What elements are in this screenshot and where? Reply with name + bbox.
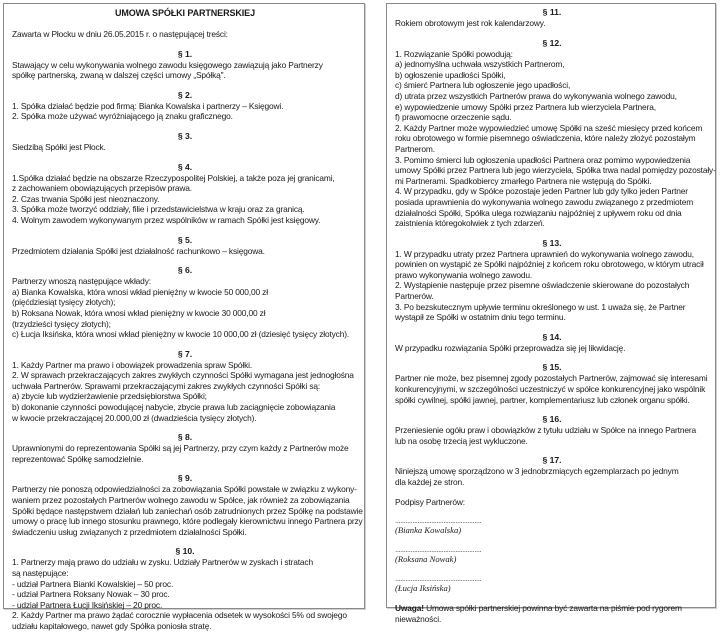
section-gap bbox=[12, 153, 358, 162]
section-heading: § 8. bbox=[177, 432, 193, 443]
section-text-line: b) ogłoszenie upadłości Spółki, bbox=[395, 69, 506, 80]
section-text-line: Przedmiotem działania Spółki jest działalność rachunkowo – księgowa. bbox=[12, 245, 265, 256]
section-text-line: działalności Spółki, Spółka ulega rozwiązaniu najpóźniej z upływem roku od dnia bbox=[395, 207, 682, 218]
section-heading: § 14. bbox=[542, 331, 562, 342]
section-text-line: W przypadku rozwiązania Spółki przeprowadza się jej likwidację. bbox=[395, 342, 626, 353]
section-text-line: 4. Wolnym zawodem wykonywanym przez wspólników w ramach Spółki jest księgowy. bbox=[12, 214, 321, 225]
section-text-line: 2. Wystąpienie następuje przez pisemne oświadczenie skierowane do pozostałych bbox=[395, 280, 690, 291]
warning-text: Umowa spółki partnerskiej powinna być zawarta na piśmie pod rygorem bbox=[423, 603, 682, 614]
section-text-line: Partnerzy wnoszą następujące wkłady: bbox=[12, 276, 151, 287]
section-text-line: c) Łucja Iksińska, która wnosi wkład pieniężny w kwocie 10 000,00 zł (dziesięć tysięcy złotych). bbox=[12, 329, 350, 340]
section-text-line: spółkę partnerską, zwaną w dalszej części umowy „Spółką". bbox=[12, 70, 226, 81]
section-gap bbox=[12, 537, 358, 546]
section-text-line: w kwocie przekraczającej 20.000,00 zł (dwadzieścia tysięcy złotych). bbox=[12, 412, 257, 423]
spacer bbox=[395, 536, 709, 545]
section-text-line: powinien on wystąpić ze Spółki najpóźniej z końcem roku obrotowego, w którym utracił bbox=[395, 259, 704, 270]
section-text-line: (trzydzieści tysięcy złotych); bbox=[12, 318, 111, 329]
section-text-line: 1. Rozwiązanie Spółki powodują: bbox=[395, 48, 513, 59]
section-text-line: - udział Partnera Bianki Kowalskiej – 50 proc. bbox=[12, 578, 174, 589]
section-heading: § 12. bbox=[542, 37, 562, 48]
section-heading: § 10. bbox=[175, 546, 195, 557]
section-text-line: Spółki będące następstwem działań lub zaniechań osób zatrudnionych przez Spółkę na podstawie bbox=[12, 505, 363, 516]
section-text-line: świadczeniu usług związanych z przedmiotem działalności Spółki. bbox=[12, 526, 247, 537]
section-text-line: 1. W przypadku utraty przez Partnera uprawnień do wykonywania wolnego zawodu, bbox=[395, 248, 694, 259]
signature-line: .................................................. bbox=[395, 574, 482, 584]
section-text-line: - udział Partnera Łucji Iksińskiej – 20 proc. bbox=[12, 599, 163, 610]
signatures-label: Podpisy Partnerów: bbox=[395, 496, 465, 507]
section-heading: § 6. bbox=[177, 265, 193, 276]
section-heading: § 4. bbox=[177, 161, 193, 172]
signature-line: .................................................. bbox=[395, 516, 482, 526]
section-heading: § 11. bbox=[542, 7, 562, 17]
warning-text-cont: nieważności. bbox=[395, 613, 442, 624]
section-text-line: - udział Partnera Roksany Nowak – 30 proc. bbox=[12, 589, 170, 600]
section-text-line: a) Bianka Kowalska, która wnosi wkład pieniężny w kwocie 50 000,00 zł bbox=[12, 286, 268, 297]
section-gap bbox=[395, 405, 709, 414]
section-text-line: umowy o pracę lub innego stosunku prawnego, które podlegały kierownictwu innego Partnera przy bbox=[12, 516, 363, 527]
section-text-line: Stawający w celu wykonywania wolnego zawodu księgowego zawiązują jako Partnerzy bbox=[12, 59, 323, 70]
section-heading: § 3. bbox=[177, 130, 193, 141]
section-heading: § 15. bbox=[542, 362, 562, 373]
section-text-line: 1. Każdy Partner ma prawo i obowiązek prowadzenia spraw Spółki. bbox=[12, 359, 253, 370]
section-gap bbox=[12, 340, 358, 349]
section-text-line: zaistnienia któregokolwiek z tych zdarzeń. bbox=[395, 218, 545, 229]
section-text-line: a) zbycie lub wydzierżawienie przedsiębiorstwa Spółki; bbox=[12, 391, 207, 402]
section-gap bbox=[12, 464, 358, 473]
spacer bbox=[395, 488, 709, 497]
section-text-line: 2. Spółka może używać wyróżniającego ją znaku graficznego. bbox=[12, 111, 233, 122]
section-text-line: Partnerzy nie ponoszą odpowiedzialności za zobowiązania Spółki powstałe w związku z wykony- bbox=[12, 484, 357, 495]
section-text-line: 2. Każdy Partner ma prawo żądać corocznie wypłacenia odsetek w wysokości 5% od swojego bbox=[12, 610, 347, 621]
section-text-line: Rokiem obrotowym jest rok kalendarzowy. bbox=[395, 18, 546, 28]
section-text-line: Przeniesienie ogółu praw i obowiązków z tytułu udziału w Spółce na innego Partnera bbox=[395, 425, 697, 436]
section-text-line: 3. Spółka może tworzyć oddziały, filie i przedstawicielstwa w kraju oraz za granicą. bbox=[12, 204, 305, 215]
section-text-line: e) wypowiedzenie umowy Spółki przez Partnera lub wierzyciela Partnera, bbox=[395, 101, 656, 112]
section-gap bbox=[395, 323, 709, 332]
section-text-line: prawo wykonywania wolnego zawodu. bbox=[395, 269, 533, 280]
section-text-line: c) śmierć Partnera lub ogłoszenie jego upadłości, bbox=[395, 80, 571, 91]
section-heading: § 16. bbox=[542, 414, 562, 425]
section-text-line: 2. Każdy Partner może wypowiedzieć umowę Spółki na sześć miesięcy przed końcem bbox=[395, 122, 703, 133]
section-text-line: f) prawomocne orzeczenie sądu. bbox=[395, 112, 512, 123]
section-text-line: spółki cywilnej, spółki jawnej, partner, komplementariusz lub członek organu spółki. bbox=[395, 394, 690, 405]
section-text-line: konkurencyjnymi, w szczególności uczestniczyć w spółce konkurencyjnej jako wspólnik bbox=[395, 384, 706, 395]
section-text-line: 3. Po bezskutecznym upływie terminu określonego w ust. 1 uważa się, że Partner bbox=[395, 301, 686, 312]
section-text-line: b) Roksana Nowak, która wnosi wkład pieniężny w kwocie 30 000,00 zł bbox=[12, 307, 266, 318]
right-sections bbox=[395, 7, 716, 488]
section-heading: § 1. bbox=[177, 48, 193, 59]
section-text-line: Niniejszą umowę sporządzono w 3 jednobrzmiących egzemplarzach po jednym bbox=[395, 466, 679, 477]
section-gap bbox=[395, 353, 709, 362]
section-text-line: Uprawnionymi do reprezentowania Spółki są jej Partnerzy, przy czym każdy z Partnerów może bbox=[12, 443, 349, 454]
section-gap bbox=[12, 423, 358, 432]
signature-block bbox=[395, 507, 709, 594]
section-heading: § 2. bbox=[177, 89, 193, 100]
section-heading: § 7. bbox=[177, 348, 193, 359]
intro-text: Zawarta w Płocku w dniu 26.05.2015 r. o następującej treści: bbox=[12, 29, 228, 39]
section-text-line: Partner nie może, bez pisemnej zgody pozostałych Partnerów, zajmować się interesami bbox=[395, 373, 708, 384]
section-gap bbox=[12, 81, 358, 90]
signature-name: (Bianka Kowalska) bbox=[395, 525, 462, 536]
section-text-line: udziału kapitałowego, nawet gdy Spółka poniosła stratę. bbox=[12, 620, 212, 631]
signature-name: (Roksana Nowak) bbox=[395, 554, 457, 565]
section-text-line: b) dokonanie czynności powodującej nabycie, zbycie prawa lub zaciągnięcie zobowiązania bbox=[12, 402, 336, 413]
section-text-line: 4. W przypadku, gdy w Spółce pozostaje jeden Partner lub gdy tylko jeden Partner bbox=[395, 186, 688, 197]
warning-label: Uwaga! bbox=[395, 603, 424, 614]
section-text-line: 1. Partnerzy mają prawo do udziału w zysku. Udziały Partnerów w zyskach i stratach bbox=[12, 557, 313, 568]
section-text-line: waniem przez pozostałych Partnerów wolnego zawodu w Spółce, jak również za zobowiązania bbox=[12, 495, 350, 506]
contract-page-right bbox=[386, 3, 716, 624]
section-gap bbox=[12, 122, 358, 131]
left-sections bbox=[12, 40, 363, 632]
section-gap bbox=[12, 226, 358, 235]
section-gap bbox=[12, 40, 358, 49]
section-heading: § 13. bbox=[542, 237, 562, 248]
section-text-line: 2. Czas trwania Spółki jest nieoznaczony. bbox=[12, 193, 160, 204]
section-text-line: d) utrata przez wszystkich Partnerów prawa do wykonywania wolnego zawodu, bbox=[395, 90, 677, 101]
section-text-line: dla każdej ze stron. bbox=[395, 477, 465, 487]
section-text-line: umowy Spółki przez Partnera lub jego wierzyciela, Spółka trwa nadal pomiędzy pozostały- bbox=[395, 165, 716, 176]
section-text-line: roku obrotowego w formie pisemnego oświadczenia, które należy złożyć pozostałym bbox=[395, 133, 696, 144]
section-text-line: Partnerom. bbox=[395, 143, 435, 154]
section-heading: § 9. bbox=[177, 473, 193, 484]
section-text-line: Partnerów. bbox=[395, 291, 434, 302]
spacer bbox=[395, 507, 709, 516]
warning-note bbox=[395, 603, 709, 614]
section-text-line: wystąpił ze Spółki w ostatnim dniu tego terminu. bbox=[395, 312, 566, 323]
section-text-line: a) jednomyślna uchwała wszystkich Partnerom, bbox=[395, 59, 565, 70]
spacer bbox=[395, 565, 709, 574]
section-text-line: z zachowaniem obowiązujących przepisów prawa. bbox=[12, 183, 192, 194]
section-text-line: lub na osobę trzecią jest wykluczone. bbox=[395, 435, 528, 446]
section-gap bbox=[395, 29, 709, 38]
section-heading: § 17. bbox=[542, 455, 562, 466]
document-title: UMOWA SPÓŁKI PARTNERSKIEJ bbox=[114, 8, 255, 18]
section-text-line: 2. W sprawach przekraczających zakres zwykłych czynności Spółki wymagana jest jednogłośna bbox=[12, 370, 354, 381]
section-text-line: 3. Pomimo śmierci lub ogłoszenia upadłości Partnera oraz pomimo wypowiedzenia bbox=[395, 154, 691, 165]
section-text-line: 1.Spółka działać będzie na obszarze Rzeczypospolitej Polskiej, a także poza jej granicami, bbox=[12, 172, 335, 183]
section-text-line: reprezentować Spółkę samodzielnie. bbox=[12, 453, 144, 464]
section-text-line: (pięćdziesiąt tysięcy złotych); bbox=[12, 297, 116, 308]
spacer bbox=[395, 594, 709, 603]
section-gap bbox=[395, 229, 709, 238]
section-gap bbox=[395, 446, 709, 455]
section-text-line: posiada uprawnienia do wykonywania wolnego zawodu związanego z przedmiotem bbox=[395, 196, 694, 207]
contract-page-left bbox=[3, 3, 365, 631]
section-text-line: uchwała Partnerów. Sprawami przekraczającymi zakres zwykłych czynności Spółki są: bbox=[12, 380, 321, 391]
section-heading: § 5. bbox=[177, 234, 193, 245]
signature-line: .................................................. bbox=[395, 545, 482, 555]
signature-name: (Łucja Iksińska) bbox=[395, 583, 451, 594]
section-text-line: mi Partnerami. Spadkobiercy zmarłego Partnera nie wstępują do Spółki. bbox=[395, 175, 652, 186]
section-gap bbox=[12, 256, 358, 265]
section-text-line: Siedzibą Spółki jest Płock. bbox=[12, 141, 106, 152]
section-text-line: są następujące: bbox=[12, 568, 69, 578]
section-text-line: 1. Spółka działać będzie pod firmą: Bianka Kowalska i partnerzy – Księgowi. bbox=[12, 100, 284, 111]
